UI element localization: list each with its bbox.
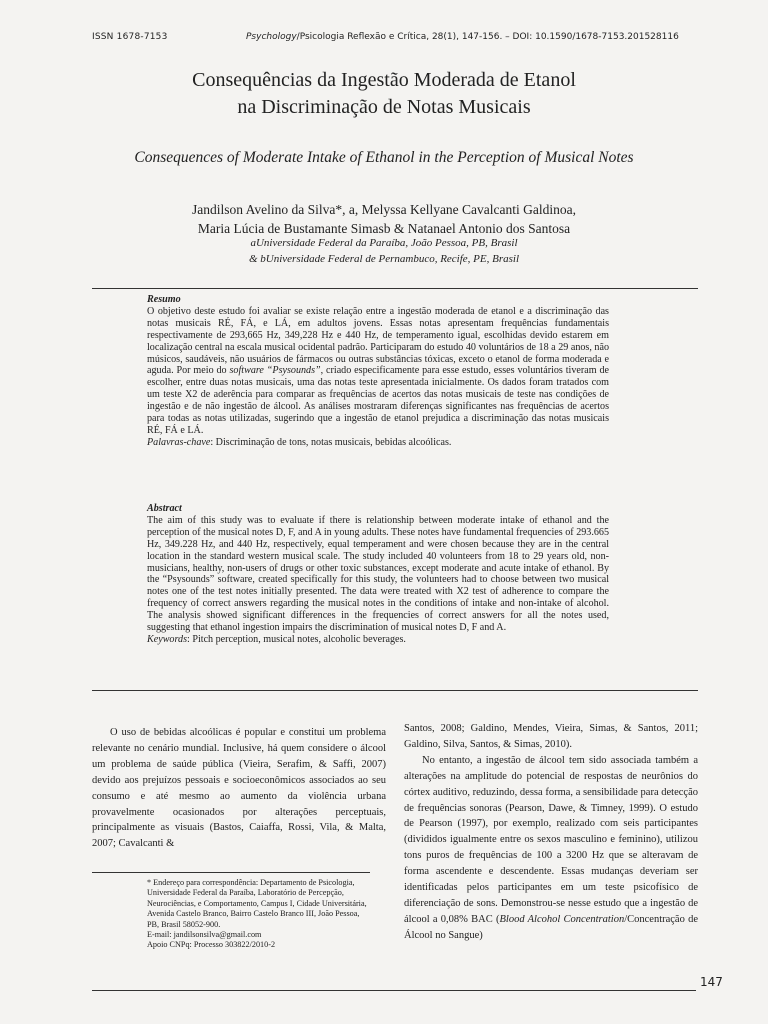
abstract-bottom-rule [92,690,698,691]
resumo-section [147,294,609,449]
resumo-keywords-text: : Discriminação de tons, notas musicais, bebidas alcoólicas. [210,436,452,448]
footnote-address: * Endereço para correspondência: Departamento de Psicologia, Universidade Federal da Paraíba, Laboratório de Percepção, Neurociências, e Comportamento, Campus I, Cidade Universitária, Avenida Castelo Branco, Bairro Castelo Branco III, João Pessoa, PB, Brasil 58052-900. [147,878,367,929]
footnote-support: Apoio CNPq: Processo 303822/2010-2 [147,940,276,950]
abstract-heading: Abstract [147,503,182,514]
abstract-keywords-label: Keywords [147,633,188,645]
intro-paragraph-1-cont: Santos, 2008; Galdino, Mendes, Vieira, Simas, & Santos, 2011; Galdino, Silva, Santos, & Simas, 2010). [404,723,698,750]
body-left-column [92,725,386,852]
journal-name-italic: Psychology [246,32,297,42]
footnote-email: E-mail: jandilsonsilva@gmail.com [147,930,262,940]
page-bottom-rule [92,990,696,991]
resumo-body [147,306,609,437]
bac-italic: Blood Alcohol Concentration [499,913,625,925]
intro-paragraph-2 [404,753,698,944]
abstract-keywords-text: : Pitch perception, musical notes, alcoholic beverages. [187,633,406,645]
affiliations [0,236,768,267]
para2-text-2: /Concentração de Álcool no Sangue) [404,913,698,941]
header-journal-citation [246,32,679,42]
journal-citation-rest: /Psicologia Reflexão e Crítica, 28(1), 147-156. – DOI: 10.1590/1678-7153.201528116 [296,32,679,42]
footnote [147,878,367,951]
author-list [0,200,768,238]
affiliation-1: aUniversidade Federal da Paraíba, João Pessoa, PB, Brasil [250,237,518,249]
resumo-heading: Resumo [147,294,181,305]
authors-line-1: Jandilson Avelino da Silva*, a, Melyssa Kellyane Cavalcanti Galdinoa, [191,202,577,217]
software-name: software “Psysounds” [229,365,321,377]
resumo-keywords [147,437,609,449]
page-number: 147 [700,975,723,989]
body-right-column [404,721,698,944]
article-title [0,67,768,121]
abstract-top-rule [92,288,698,289]
para2-text-1: No entanto, a ingestão de álcool tem sido associada também a alterações na amplitude do potencial de respostas de neurônios do córtex auditivo, reduzindo, dessa forma, a sensibilidade para detecção de frequências sonoras (Pearson, Dawe, & Timney, 1999). O estudo de Pearson (1997), por exemplo, realizado com seis participantes (divididos igualmente entre os sexos masculino e feminino), utilizou tons puros de frequências de 100 a 3200 Hz que se alteravam de forma ascendente e descendente. Essas mudanças deveriam ser identificadas pelos participantes em um teste psicofísico de diferenciação de sons. Demonstrou-se nesse estudo que a ingestão de álcool a 0,08% BAC ( [404,754,698,925]
title-line-1: Consequências da Ingestão Moderada de Etanol [192,69,576,91]
authors-line-2: Maria Lúcia de Bustamante Simasb & Natanael Antonio dos Santosa [197,221,571,236]
intro-paragraph-1: O uso de bebidas alcoólicas é popular e constitui um problema relevante no cenário mundial. Inclusive, há quem considere o álcool um problema de saúde pública (Vieira, Serafim, & Saffi, 2007) devido aos prejuízos pessoais e socioeconômicos associados ao seu consumo e até mesmo ao aumento da violência urbana provavelmente ocasionados por alterações perceptuais, principalmente as visuais (Bastos, Caiaffa, Rossi, Vila, & Malta, 2007; Cavalcanti & [92,727,386,850]
abstract-section [147,503,609,646]
affiliation-2: & bUniversidade Federal de Pernambuco, Recife, PE, Brasil [248,252,520,265]
english-title: Consequences of Moderate Intake of Ethanol in the Perception of Musical Notes [134,149,634,166]
title-line-2: na Discriminação de Notas Musicais [237,96,531,118]
footnote-rule [92,872,370,873]
resumo-keywords-label: Palavras-chave [147,436,211,448]
resumo-text-2: , criado especificamente para esse estudo, esses voluntários tiveram de escolher, entre duas notas musicais, uma das notas teste apresentada inicialmente. Os dados foram tratados com um teste X2 de aderência para comparar as frequências de acertos das notas musicais de teste nas condições de ingestão e de não ingestão de álcool. As análises mostraram diferenças significantes nas frequências de acertos para todas as notas utilizadas, sugerindo que a ingestão de etanol prejudica a discriminação das notas musicais RÉ, FÁ e LÁ. [147,365,609,436]
header-issn: ISSN 1678-7153 [92,32,168,42]
abstract-body: The aim of this study was to evaluate if there is relationship between moderate intake of ethanol and the perception of the musical notes D, F, and A in young adults. These notes have fundamental frequencies of 293.665 Hz, 349.228 Hz, and 440 Hz, respectively, equal temperament and were chosen because they are in the central location in the standard western musical scale. The study included 40 volunteers from 18 to 29 years old, non-musicians, healthy, non-users of drugs or other toxic substances, except moderate and acute intake of ethanol. By the “Psysounds” software, created specifically for this study, the volunteers had to choose between two musical notes one of the test notes initially presented. The data were treated with X2 test of adherence to compare the frequency of correct answers regarding the musical notes in the conditions of intake and non-intake of alcohol. The analysis showed significant differences in the frequencies of correct answers for all the notes used, suggesting that ethanol ingestion impairs the discrimination of musical notes D, F and A. [147,514,609,634]
abstract-keywords [147,634,609,646]
resumo-text-1: O objetivo deste estudo foi avaliar se existe relação entre a ingestão moderada de etanol e a discriminação das notas musicais RÉ, FÁ, e LÁ, em adultos jovens. Essas notas apresentam frequências fundamentais respectivamente de 293,665 Hz, 349,228 Hz e 440 Hz, de temperamento igual, escolhidas devido estarem em localização central na escala musical ocidental padrão. Participaram do estudo 40 voluntários de 18 a 29 anos, não músicos, saudáveis, não usuários de fármacos ou outras substâncias tóxicas, exceto o etanol de forma moderada e aguda. Por meio do [147,305,609,377]
